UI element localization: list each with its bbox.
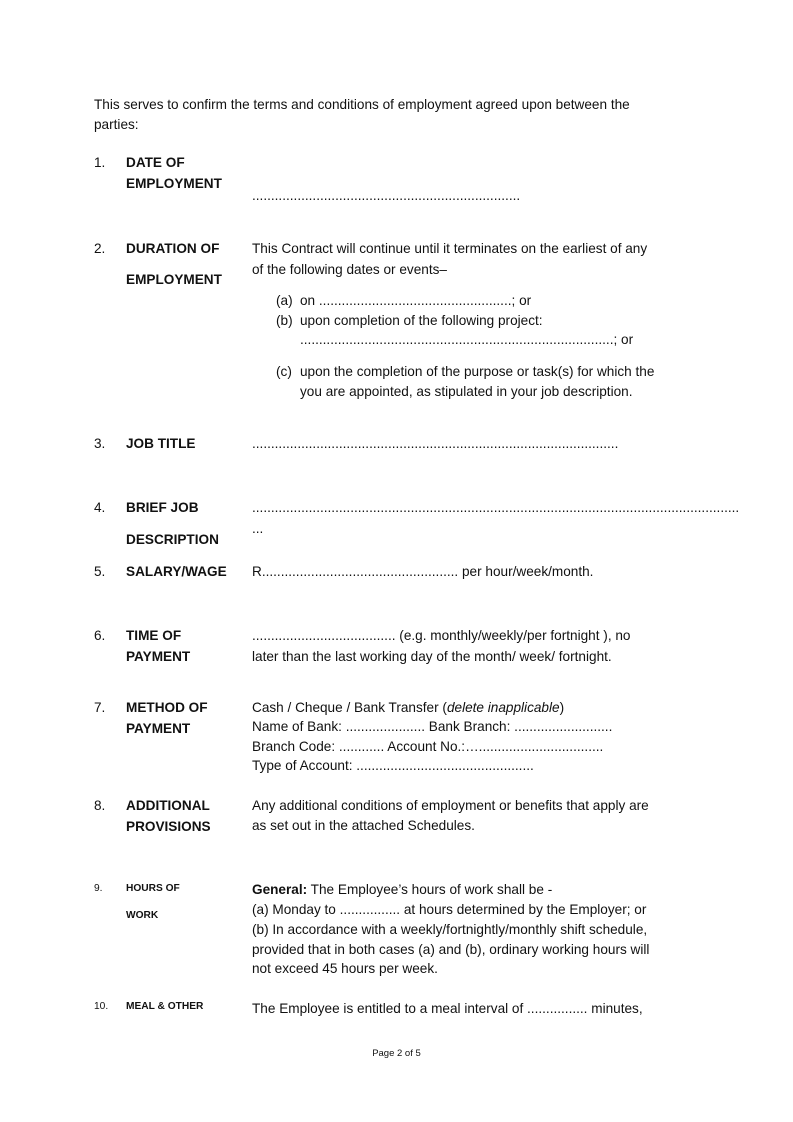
payment-method-close: ) (559, 700, 565, 715)
additional-provisions-line-2: as set out in the attached Schedules. (252, 818, 475, 833)
delete-inapplicable-note: delete inapplicable (446, 700, 560, 715)
job-description-blank-2: ... (252, 521, 264, 536)
section-10-label: MEAL & OTHER (126, 1001, 204, 1012)
section-9-number: 9. (94, 883, 103, 894)
time-of-payment-line-1: ...................................... (e.g. monthly/weekly/per fortnight ), no (252, 628, 631, 643)
section-8-number: 8. (94, 798, 106, 813)
option-b-marker: (b) (276, 313, 293, 328)
section-3-label: JOB TITLE (126, 436, 196, 451)
section-7-label-2: PAYMENT (126, 721, 191, 736)
section-1-label: DATE OF (126, 155, 185, 170)
branch-code-line: Branch Code: ............ Account No.:…................................. (252, 739, 604, 754)
section-4-label-2: DESCRIPTION (126, 532, 219, 547)
salary-text: R.................................................... per hour/week/month. (252, 564, 594, 579)
section-8-label: ADDITIONAL (126, 798, 210, 813)
job-title-blank: ................................................................................................. (252, 436, 619, 451)
option-a-marker: (a) (276, 293, 293, 308)
option-a-text: on ...................................................; or (300, 293, 532, 308)
section-6-number: 6. (94, 628, 106, 643)
section-1-number: 1. (94, 155, 106, 170)
section-5-label: SALARY/WAGE (126, 564, 227, 579)
option-b-blank: ...................................................................................; or (300, 332, 634, 347)
section-7-label: METHOD OF (126, 700, 208, 715)
hours-line-a: (a) Monday to ................ at hours determined by the Employer; or (252, 902, 647, 917)
duration-text-line-2: of the following dates or events– (252, 262, 447, 277)
account-type-line: Type of Account: ............................................... (252, 758, 534, 773)
payment-method-options: Cash / Cheque / Bank Transfer ( (252, 700, 447, 715)
payment-method-line (252, 698, 564, 718)
hours-general-line (252, 880, 552, 900)
date-of-employment-blank: ....................................................................... (252, 188, 521, 203)
section-1-label-2: EMPLOYMENT (126, 176, 222, 191)
intro-line-1: This serves to confirm the terms and conditions of employment agreed upon between the (94, 97, 630, 112)
section-2-number: 2. (94, 241, 106, 256)
section-6-label: TIME OF (126, 628, 182, 643)
meal-interval-line: The Employee is entitled to a meal interval of ................ minutes, (252, 1001, 643, 1016)
section-2-label: DURATION OF (126, 241, 220, 256)
section-9-label: HOURS OF (126, 883, 180, 894)
page-number: Page 2 of 5 (372, 1048, 421, 1059)
option-b-text: upon completion of the following project: (300, 313, 543, 328)
option-c-text-line-1: upon the completion of the purpose or task(s) for which the (300, 364, 655, 379)
section-7-number: 7. (94, 700, 106, 715)
bank-name-line: Name of Bank: ..................... Bank Branch: .......................... (252, 719, 613, 734)
section-2-label-2: EMPLOYMENT (126, 272, 222, 287)
section-9-label-2: WORK (126, 910, 159, 921)
hours-line-b: (b) In accordance with a weekly/fortnightly/monthly shift schedule, (252, 922, 648, 937)
intro-line-2: parties: (94, 117, 139, 132)
time-of-payment-line-2: later than the last working day of the month/ week/ fortnight. (252, 649, 612, 664)
section-4-number: 4. (94, 500, 106, 515)
job-description-blank: ................................................................................................................................. (252, 500, 740, 515)
section-5-number: 5. (94, 564, 106, 579)
option-c-text-line-2: you are appointed, as stipulated in your job description. (300, 384, 633, 399)
section-4-label: BRIEF JOB (126, 500, 199, 515)
section-10-number: 10. (94, 1001, 109, 1012)
section-3-number: 3. (94, 436, 106, 451)
section-8-label-2: PROVISIONS (126, 819, 211, 834)
hours-general-heading: General: (252, 882, 308, 897)
hours-line-b-2: provided that in both cases (a) and (b), ordinary working hours will (252, 942, 650, 957)
option-c-marker: (c) (276, 364, 292, 379)
hours-line-b-3: not exceed 45 hours per week. (252, 961, 438, 976)
duration-text-line-1: This Contract will continue until it terminates on the earliest of any (252, 241, 648, 256)
section-6-label-2: PAYMENT (126, 649, 191, 664)
hours-general-text: The Employee’s hours of work shall be - (307, 882, 553, 897)
additional-provisions-line-1: Any additional conditions of employment or benefits that apply are (252, 798, 649, 813)
